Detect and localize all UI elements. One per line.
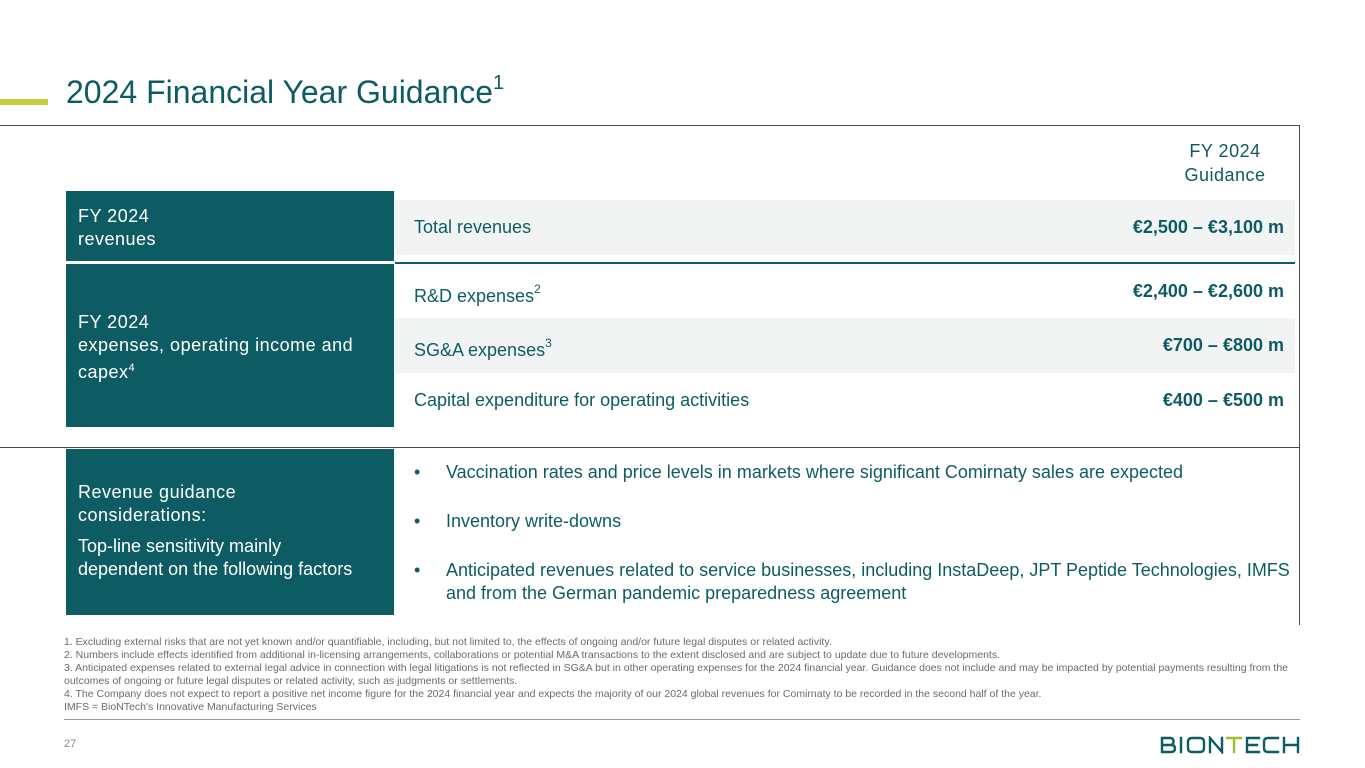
considerations-heading-line1: Revenue guidance <box>78 482 237 502</box>
row-label <box>414 264 541 324</box>
footnote-3: 3. Anticipated expenses related to external legal advice in connection with legal litigations is not reflected in SG&A but in other operating expenses for the 2024 financial year. Guidance does not include and may be impacted by potential payments resulting from the outcomes of ongoing or future legal disputes or related activity, such as judgments or settlements. <box>64 662 1288 687</box>
row-value: €2,500 – €3,100 m <box>1132 217 1284 237</box>
group-revenues-box <box>66 191 394 261</box>
group-expenses-line3-wrap <box>78 357 394 384</box>
page-number: 27 <box>64 738 77 750</box>
footer-rule <box>64 719 1300 720</box>
row-label <box>414 373 749 428</box>
row-footnote-ref: 2 <box>534 282 541 296</box>
bullet-item <box>414 559 1294 605</box>
row-label <box>414 318 552 378</box>
row-label-text: SG&A expenses <box>414 340 546 360</box>
page-title-footnote-ref: 1 <box>492 72 505 95</box>
row-value: €2,400 – €2,600 m <box>1132 281 1284 301</box>
bullet-marker: • <box>414 511 421 531</box>
column-header <box>1170 139 1280 187</box>
footnote-imfs: IMFS = BioNTech's Innovative Manufacturing Services <box>64 701 317 713</box>
page-title <box>66 74 504 111</box>
group-expenses-line3: capex <box>78 362 129 382</box>
row-label-text: R&D expenses <box>414 286 535 306</box>
considerations-bullets <box>414 461 1294 631</box>
group-expenses-line1: FY 2024 <box>78 312 150 332</box>
considerations-subheading-line1: Top-line sensitivity mainly <box>78 536 282 556</box>
row-label-text: Capital expenditure for operating activities <box>414 390 750 410</box>
row-total-revenues <box>395 200 1295 255</box>
considerations-subheading-line2: dependent on the following factors <box>78 559 353 579</box>
top-rule <box>0 125 1300 126</box>
bullet-item <box>414 510 1294 533</box>
title-accent-bar <box>0 99 48 105</box>
column-header-line1: FY 2024 <box>1189 141 1261 161</box>
row-label <box>414 200 531 255</box>
considerations-box <box>66 449 394 615</box>
bullet-text: Inventory write-downs <box>446 511 622 531</box>
group-expenses-box <box>66 264 394 427</box>
considerations-heading-line2: considerations: <box>78 505 207 525</box>
group-revenues-line2: revenues <box>78 229 157 249</box>
footnote-4: 4. The Company does not expect to report a positive net income figure for the 2024 financial year and expects the majority of our 2024 global revenues for Comirnaty to be recorded in the second half of the year. <box>64 688 1042 700</box>
row-label-text: Total revenues <box>414 217 532 237</box>
bullet-marker: • <box>414 560 421 580</box>
footnote-2: 2. Numbers include effects identified from additional in-licensing arrangements, collaborations or potential M&A transactions to the extent disclosed and are subject to update due to future developments. <box>64 649 1001 661</box>
row-value: €400 – €500 m <box>1162 390 1284 410</box>
bullet-text: Vaccination rates and price levels in markets where significant Comirnaty sales are expected <box>446 462 1184 482</box>
row-value: €700 – €800 m <box>1162 335 1284 355</box>
row-rd-expenses <box>395 264 1295 319</box>
right-rule <box>1299 125 1300 625</box>
column-header-line2: Guidance <box>1184 165 1266 185</box>
considerations-subheading <box>78 535 394 581</box>
footnote-1: 1. Excluding external risks that are not yet known and/or quantifiable, including, but not limited to, the effects of ongoing and/or future legal disputes or related activity. <box>64 636 832 648</box>
bullet-item <box>414 461 1294 484</box>
row-sga-expenses <box>395 318 1295 373</box>
biontech-logo <box>1160 736 1302 754</box>
row-footnote-ref: 3 <box>545 336 552 350</box>
row-capex <box>395 373 1295 428</box>
bullet-text: Anticipated revenues related to service businesses, including InstaDeep, JPT Peptide Technologies, IMFS and from the German pandemic preparedness agreement <box>446 560 1290 603</box>
page-title-text: 2024 Financial Year Guidance <box>66 74 493 110</box>
bullet-marker: • <box>414 462 421 482</box>
footnotes <box>64 636 1294 714</box>
group-revenues-line1: FY 2024 <box>78 206 150 226</box>
group-expenses-line2: expenses, operating income and <box>78 335 354 355</box>
middle-rule <box>0 447 1300 448</box>
group-expenses-footnote-ref: 4 <box>128 362 136 374</box>
